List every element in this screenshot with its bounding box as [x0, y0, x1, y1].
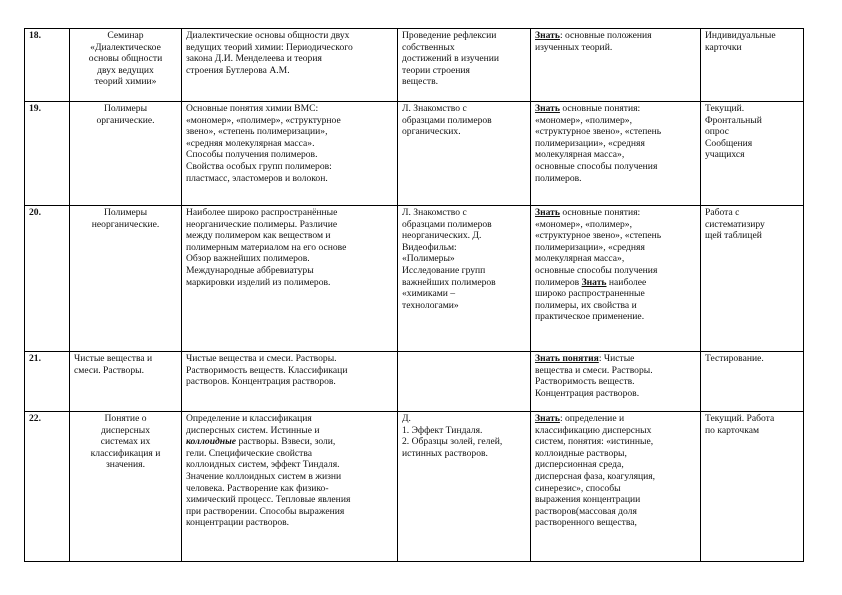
know-label: Знать [535, 207, 560, 218]
control-line: по карточкам [705, 424, 760, 436]
table-row [25, 206, 804, 352]
requirements-line: вещества и смеси. Растворы. [535, 364, 653, 376]
requirements-cell [531, 412, 701, 562]
content-line: при растворении. Способы выражения [186, 505, 345, 517]
activity-line: важнейших полимеров [402, 276, 496, 288]
table-row [25, 102, 804, 206]
requirements-line: полимеров. [535, 172, 582, 184]
know-label: Знать понятия [535, 353, 599, 364]
requirements-line: «мономер», «полимер», [535, 218, 632, 230]
requirements-line: растворов(массовая доля [535, 505, 637, 517]
control-cell [701, 352, 804, 412]
activity-line: 2. Образцы золей, гелей, [402, 436, 503, 448]
requirements-line: молекулярная масса», [535, 253, 625, 265]
activity-cell [398, 412, 531, 562]
requirements-line: классификацию дисперсных [535, 424, 652, 436]
requirements-cell [531, 29, 701, 102]
content-line: Обзор важнейших полимеров. [186, 253, 310, 265]
requirements-line: синерезис», способы [535, 482, 621, 494]
requirements-line [535, 353, 696, 365]
requirements-line: широко распространенные [535, 288, 645, 300]
requirements-line: Концентрация растворов. [535, 387, 640, 399]
activity-line: органических. [402, 126, 461, 138]
lesson-topic-cell [70, 206, 182, 352]
requirements-line: полимеры, их свойства и [535, 299, 637, 311]
topic-line: основы общности [88, 53, 163, 65]
activity-line: достижений в изучении [402, 53, 499, 65]
control-line: карточки [705, 41, 742, 53]
activity-cell [398, 102, 531, 206]
activity-line: «химиками – [402, 288, 456, 300]
requirements-line: систем, понятия: «истинные, [535, 436, 654, 448]
know-label: Знать [535, 30, 560, 41]
know-rest: : определение и [559, 413, 625, 424]
content-line: «средняя молекулярная масса». [186, 137, 315, 149]
activity-line: «Полимеры» [402, 253, 455, 265]
activity-line: неорганических. Д. [402, 230, 482, 242]
requirements-cell [531, 102, 701, 206]
content-line: коллоидных систем, эффект Тиндаля. [186, 459, 340, 471]
activity-line: Л. Знакомство с [402, 103, 467, 114]
content-line: пластмасс, эластомеров и волокон. [186, 172, 328, 184]
know-rest: : основные положения [559, 30, 652, 41]
content-line: Чистые вещества и смеси. Растворы. [186, 353, 337, 364]
requirements-line: «структурное звено», «степень [535, 230, 662, 242]
content-line: маркировки изделий из полимеров. [186, 276, 331, 288]
lesson-content-cell [182, 102, 398, 206]
content-line: химический процесс. Тепловые явления [186, 494, 351, 506]
content-line: Растворимость веществ. Классификаци [186, 364, 348, 376]
content-line: Значение коллоидных систем в жизни [186, 470, 342, 482]
know-rest: : Чистые [598, 353, 635, 364]
requirements-line: практическое применение. [535, 311, 645, 323]
lesson-content-cell [182, 352, 398, 412]
content-line: звено», «степень полимеризации», [186, 126, 328, 138]
requirements-line: основные способы получения [535, 264, 658, 276]
activity-line: 1. Эффект Тиндаля. [402, 424, 483, 436]
requirements-line: полимеризации», «средняя [535, 241, 645, 253]
content-line: между полимером как веществом и [186, 230, 331, 242]
activity-line: Видеофильм: [402, 241, 457, 253]
table-row [25, 352, 804, 412]
requirements-line [535, 30, 696, 42]
content-line: дисперсных систем. Истинные и [186, 424, 320, 436]
control-line: Фронтальный [705, 114, 762, 126]
lesson-number-cell: 21. [25, 352, 70, 412]
topic-line: Чистые вещества и [74, 353, 153, 364]
requirements-line: «структурное звено», «степень [535, 126, 662, 138]
lesson-topic-cell [70, 412, 182, 562]
content-line: закона Д.И. Менделеева и теория [186, 53, 322, 65]
activity-line: технологами» [402, 299, 459, 311]
lesson-number-cell: 22. [25, 412, 70, 562]
requirements-line: дисперсная фаза, коагуляция, [535, 470, 656, 482]
requirements-line [535, 103, 696, 115]
requirements-line: «мономер», «полимер», [535, 114, 632, 126]
topic-line: Семинар [107, 30, 144, 41]
lesson-number-cell: 20. [25, 206, 70, 352]
requirements-line: выражения концентрации [535, 494, 641, 506]
requirements-cell [531, 352, 701, 412]
activity-line: Д. [402, 413, 411, 424]
content-line: Международные аббревиатуры [186, 264, 314, 276]
control-line: щей таблицей [705, 230, 762, 242]
control-cell [701, 29, 804, 102]
requirements-line: Растворимость веществ. [535, 376, 635, 388]
topic-line: Полимеры [103, 103, 148, 114]
content-line: Свойства особых групп полимеров: [186, 160, 332, 172]
control-line: опрос [705, 126, 730, 138]
control-line: систематизиру [705, 218, 765, 230]
know-label: Знать [535, 413, 560, 424]
control-cell [701, 206, 804, 352]
activity-line: Проведение рефлексии [402, 30, 497, 41]
control-line: Текущий. [705, 103, 745, 114]
control-cell [701, 102, 804, 206]
control-line: Работа с [705, 207, 740, 218]
activity-line: Л. Знакомство с [402, 207, 467, 218]
control-line: Тестирование. [705, 353, 764, 364]
topic-line: органические. [96, 114, 155, 126]
topic-line: Понятие о [104, 413, 147, 424]
control-line: учащихся [705, 149, 745, 161]
activity-cell [398, 29, 531, 102]
activity-line: теории строения [402, 64, 470, 76]
content-line: неорганические полимеры. Различие [186, 218, 338, 230]
activity-line: образцами полимеров [402, 218, 492, 230]
content-line [186, 436, 393, 448]
topic-line: системах их [100, 436, 151, 448]
topic-line: двух ведущих [97, 64, 154, 76]
content-line: строения Бутлерова А.М. [186, 64, 290, 76]
content-line: гели. Специфические свойства [186, 447, 312, 459]
requirements-cell [531, 206, 701, 352]
content-rest: растворы. Взвеси, золи, [236, 436, 336, 448]
activity-line: собственных [402, 41, 455, 53]
topic-line: неорганические. [91, 218, 160, 230]
topic-line: Полимеры [103, 207, 148, 218]
topic-line: «Диалектическое [90, 41, 161, 53]
requirements-line: растворенного вещества, [535, 517, 637, 529]
lesson-topic-cell [70, 102, 182, 206]
lesson-topic-cell [70, 352, 182, 412]
lesson-topic-cell [70, 29, 182, 102]
requirements-line: молекулярная масса», [535, 149, 625, 161]
topic-line: классификация и [90, 447, 161, 459]
know-tail-plain: полимеров [535, 276, 582, 288]
table-row [25, 29, 804, 102]
know-label: Знать [581, 276, 607, 288]
requirements-line: изученных теорий. [535, 41, 613, 53]
content-line: Наиболее широко распространённые [186, 207, 338, 218]
know-rest: основные понятия: [559, 207, 641, 218]
activity-line: Исследование групп [402, 264, 486, 276]
requirements-line [535, 207, 696, 219]
activity-line: образцами полимеров [402, 114, 492, 126]
requirements-line: полимеризации», «средняя [535, 137, 645, 149]
lesson-number-cell: 18. [25, 29, 70, 102]
activity-cell [398, 352, 531, 412]
lesson-plan-table [24, 28, 804, 562]
control-line: Сообщения [705, 137, 753, 149]
activity-line: веществ. [402, 76, 438, 88]
requirements-line: коллоидные растворы, [535, 447, 627, 459]
lesson-number-cell: 19. [25, 102, 70, 206]
know-rest: основные понятия: [559, 103, 641, 114]
activity-line: истинных растворов. [402, 447, 488, 459]
requirements-line: основные способы получения [535, 160, 658, 172]
know-label: Знать [535, 103, 560, 114]
control-line: Текущий. Работа [705, 413, 775, 424]
control-cell [701, 412, 804, 562]
table-row [25, 412, 804, 562]
content-line: Способы получения полимеров. [186, 149, 318, 161]
content-line: концентрации растворов. [186, 517, 290, 529]
content-line: полимерным материалом на его основе [186, 241, 347, 253]
activity-cell [398, 206, 531, 352]
content-line: «мономер», «полимер», «структурное [186, 114, 341, 126]
topic-line: дисперсных [100, 424, 151, 436]
italic-term: коллоидные [186, 436, 237, 448]
content-line: Основные понятия химии ВМС: [186, 103, 319, 114]
content-line: Диалектические основы общности двух [186, 30, 350, 41]
topic-line: теорий химии» [94, 76, 157, 88]
content-line: Определение и классификация [186, 413, 312, 424]
content-line: человека. Растворение как физико- [186, 482, 329, 494]
know-tail-rest: наиболее [606, 276, 647, 288]
lesson-content-cell [182, 412, 398, 562]
requirements-line [535, 277, 696, 289]
requirements-line [535, 413, 696, 425]
topic-line: значения. [106, 459, 145, 471]
content-line: ведущих теорий химии: Периодического [186, 41, 353, 53]
lesson-content-cell [182, 29, 398, 102]
lesson-content-cell [182, 206, 398, 352]
control-line: Индивидуальные [705, 30, 776, 41]
requirements-line: дисперсионная среда, [535, 459, 624, 471]
content-line: растворов. Концентрация растворов. [186, 376, 336, 388]
topic-line: смеси. Растворы. [74, 364, 144, 376]
